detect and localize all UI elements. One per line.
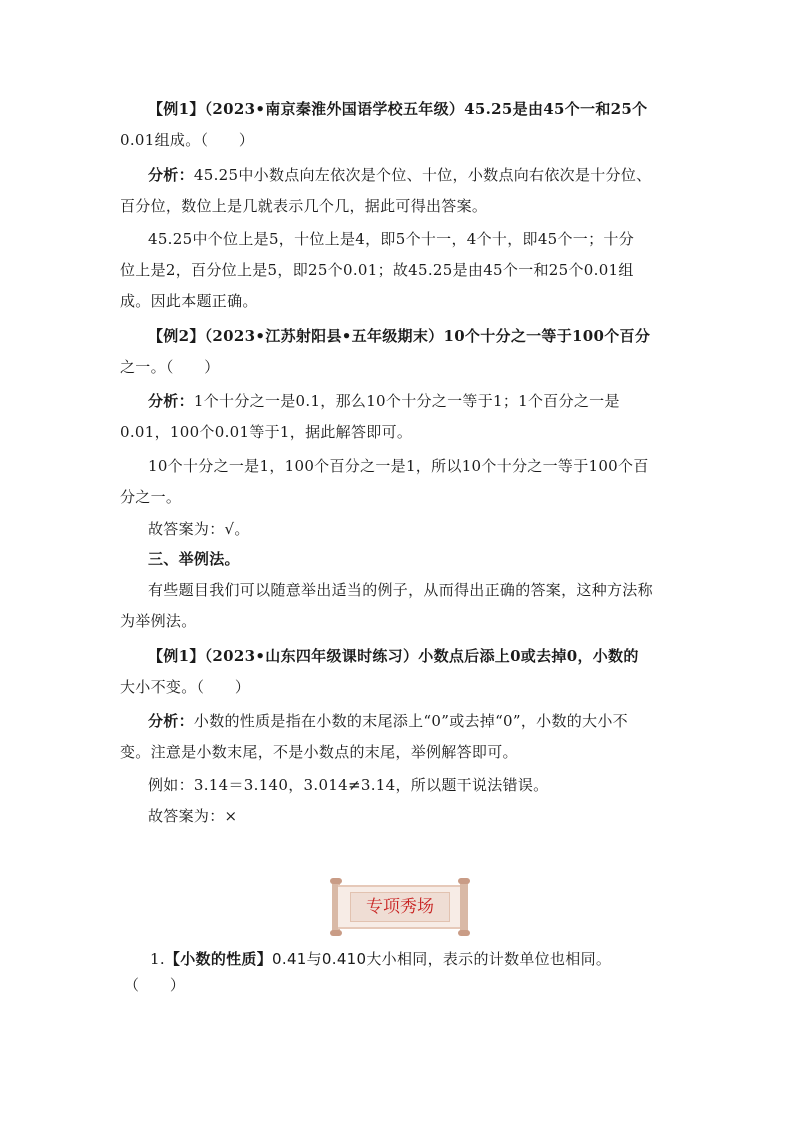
analysis-2-line-2: 0.01，100个0.01等于1，据此解答即可。 <box>120 423 413 441</box>
example-3-heading: 【例1】（2023•山东四年级课时练习）小数点后添上0或去掉0，小数的 <box>148 647 639 665</box>
answer-2: 故答案为：√。 <box>148 520 250 538</box>
example-2-line-2: 之一。（ ） <box>120 358 220 376</box>
analysis-3-line-2: 变。注意是小数末尾，不是小数点的末尾，举例解答即可。 <box>120 743 518 761</box>
analysis-1-line-2: 百分位，数位上是几就表示几个几，据此可得出答案。 <box>120 197 488 215</box>
answer-blank[interactable]: （ ） <box>124 976 186 994</box>
analysis-1-line-1: 分析：45.25中小数点向左依次是个位、十位，小数点向右依次是十分位、 <box>148 166 652 184</box>
analysis-label: 分析： <box>148 712 194 730</box>
solution-3-line-1: 例如：3.14＝3.140，3.014≠3.14，所以题干说法错误。 <box>148 776 549 794</box>
banner-label: 专项秀场 <box>366 897 434 917</box>
answer-3: 故答案为：× <box>148 807 238 825</box>
solution-1-line-1: 45.25中个位上是5，十位上是4，即5个十一，4个十，即45个一；十分 <box>148 230 635 248</box>
analysis-3-line-1: 分析：小数的性质是指在小数的末尾添上“0”或去掉“0”，小数的大小不 <box>148 712 628 730</box>
example-3-line-2: 大小不变。（ ） <box>120 678 251 696</box>
analysis-label: 分析： <box>148 392 194 410</box>
question-tag: 【小数的性质】 <box>164 950 273 968</box>
example-2-heading: 【例2】（2023•江苏射阳县•五年级期末）10个十分之一等于100个百分 <box>148 327 651 345</box>
analysis-label: 分析： <box>148 166 194 184</box>
question-number: 1. <box>150 950 165 968</box>
section-banner <box>330 880 470 934</box>
example-1-heading: 【例1】（2023•南京秦淮外国语学校五年级）45.25是由45个一和25个 <box>148 100 648 118</box>
solution-1-line-3: 成。因此本题正确。 <box>120 292 258 310</box>
solution-2-line-1: 10个十分之一是1，100个百分之一是1，所以10个十分之一等于100个百 <box>148 457 649 475</box>
example-2-line-1 <box>148 321 708 352</box>
section-intro-line-2: 为举例法。 <box>120 612 197 630</box>
example-1-line-1 <box>148 94 708 125</box>
example-3-line-1 <box>148 641 708 672</box>
section-heading: 三、举例法。 <box>148 550 240 568</box>
example-1-line-2: 0.01组成。（ ） <box>120 131 255 149</box>
question-text: 0.41与0.410大小相同，表示的计数单位也相同。 <box>272 950 612 968</box>
scroll-body <box>338 885 462 929</box>
solution-2-line-2: 分之一。 <box>120 488 182 506</box>
section-intro-line-1: 有些题目我们可以随意举出适当的例子，从而得出正确的答案，这种方法称 <box>148 581 653 599</box>
analysis-2-line-1: 分析：1个十分之一是0.1，那么10个十分之一等于1；1个百分之一是 <box>148 392 620 410</box>
scroll-rod-right <box>460 880 468 934</box>
solution-1-line-2: 位上是2，百分位上是5，即25个0.01；故45.25是由45个一和25个0.01组 <box>120 261 634 279</box>
